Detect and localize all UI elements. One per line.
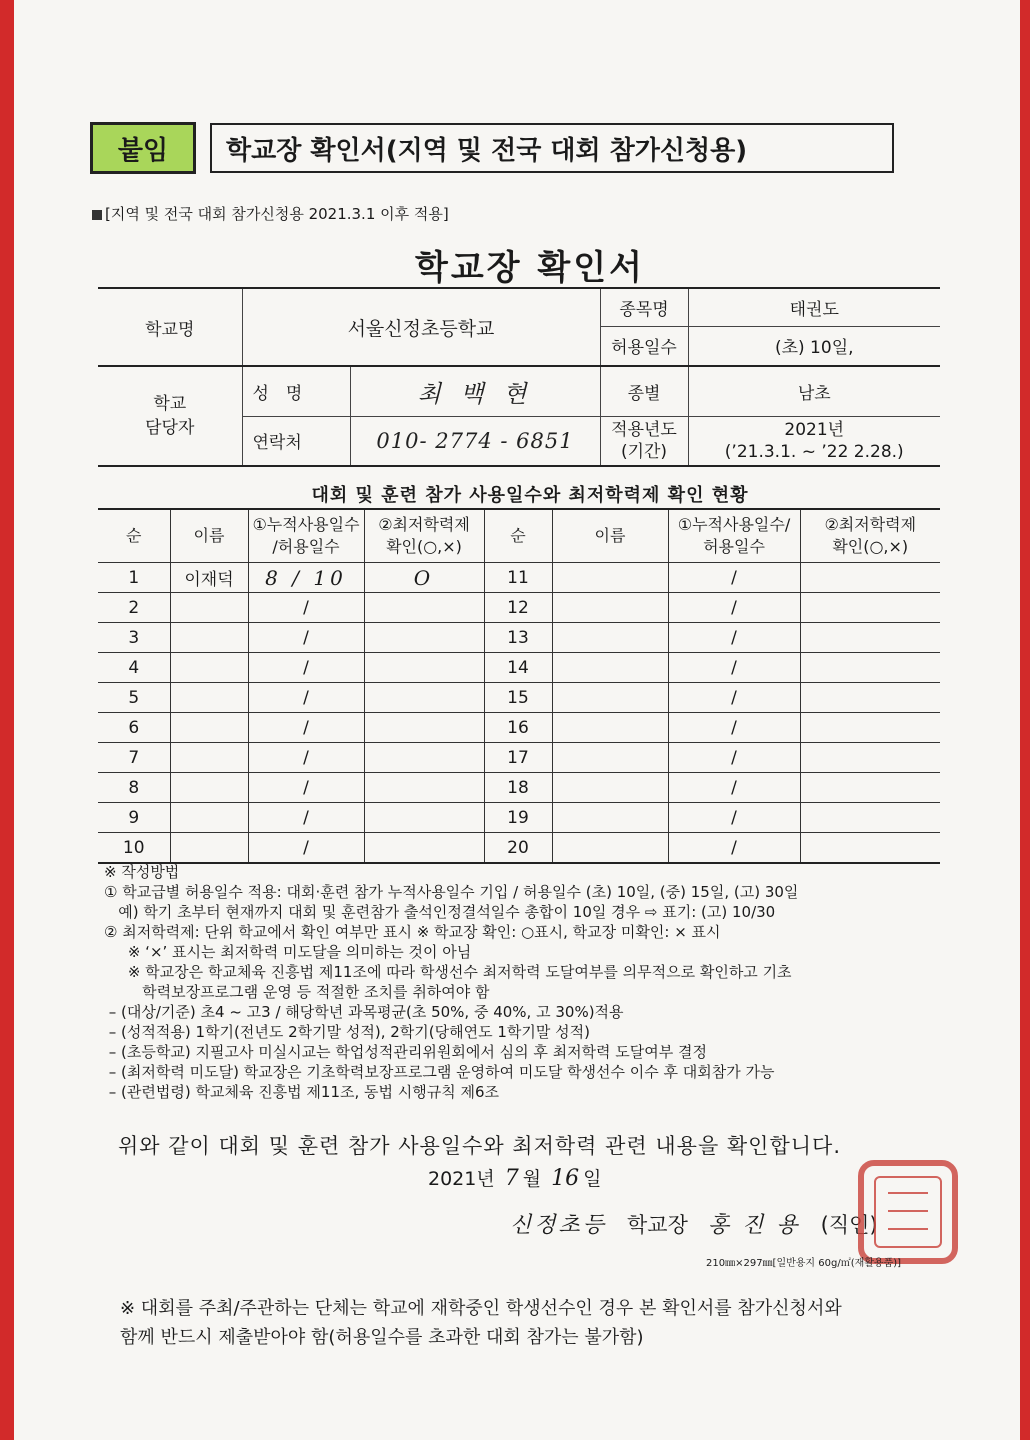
col-name: 이름 — [170, 509, 248, 563]
row-no: 2 — [98, 593, 170, 623]
seal-inner — [874, 1176, 942, 1248]
row-days: / — [248, 773, 364, 803]
category-label: 종별 — [600, 366, 688, 416]
col-no-right: 순 — [484, 509, 552, 563]
row-name — [170, 683, 248, 713]
row-check-right — [800, 563, 940, 593]
days-value: (초) 10일, — [688, 326, 940, 366]
row-name-right — [552, 653, 668, 683]
row-check — [364, 623, 484, 653]
row-no: 9 — [98, 803, 170, 833]
name-label: 성 명 — [242, 366, 350, 416]
table-row — [98, 563, 940, 593]
row-name: 이재덕 — [170, 563, 248, 593]
row-days: / — [248, 743, 364, 773]
col-no: 순 — [98, 509, 170, 563]
year-label: 적용년도 (기간) — [600, 416, 688, 466]
attachment-badge: 붙임 — [90, 122, 196, 174]
row-check-right — [800, 833, 940, 864]
row-days-right: / — [668, 773, 800, 803]
row-name-right — [552, 803, 668, 833]
row-name-right — [552, 743, 668, 773]
instruction-line: 예) 학기 초부터 현재까지 대회 및 훈련참가 출석인정결석일수 총합이 10일 경우 ⇨ 표기: (고) 10/30 — [104, 903, 776, 921]
row-days-right: / — [668, 593, 800, 623]
row-no-right: 18 — [484, 773, 552, 803]
manager-label: 학교 담당자 — [98, 366, 242, 466]
applicability-note-text: [지역 및 전국 대회 참가신청용 2021.3.1 이후 적용] — [105, 205, 449, 223]
row-name — [170, 623, 248, 653]
row-days: / — [248, 803, 364, 833]
row-name — [170, 743, 248, 773]
instruction-line: – (성적적용) 1학기(전년도 2학기말 성적), 2학기(당해연도 1학기말 성적) — [104, 1023, 590, 1041]
row-days: / — [248, 833, 364, 864]
row-days-right: / — [668, 653, 800, 683]
row-check-right — [800, 623, 940, 653]
confirmation-statement: 위와 같이 대회 및 훈련 참가 사용일수와 최저학력 관련 내용을 확인합니다. — [118, 1134, 842, 1158]
instructions — [104, 862, 984, 1102]
row-name-right — [552, 623, 668, 653]
participant-table — [98, 508, 940, 864]
row-check — [364, 713, 484, 743]
table-row — [98, 593, 940, 623]
paper-spec-note: 210㎜×297㎜[일반용지 60g/㎡(재활용품)] — [706, 1258, 902, 1269]
row-no-right: 16 — [484, 713, 552, 743]
year-cell — [688, 416, 940, 466]
date-day: 16 — [551, 1166, 580, 1191]
row-days: / — [248, 683, 364, 713]
date-month: 7 — [504, 1166, 519, 1191]
row-days-right: / — [668, 833, 800, 864]
row-check-right — [800, 593, 940, 623]
row-name-right — [552, 833, 668, 864]
participant-rows — [98, 563, 940, 864]
row-check: O — [364, 563, 484, 593]
row-check-right — [800, 803, 940, 833]
row-check — [364, 773, 484, 803]
col-name-right: 이름 — [552, 509, 668, 563]
principal-signature: 홍 진 용 — [707, 1213, 801, 1238]
sport-label: 종목명 — [600, 288, 688, 326]
row-no-right: 13 — [484, 623, 552, 653]
row-check-right — [800, 773, 940, 803]
category-value: 남초 — [688, 366, 940, 416]
official-seal-stamp — [858, 1160, 958, 1264]
row-check-right — [800, 743, 940, 773]
date-day-unit: 일 — [583, 1168, 602, 1190]
date-month-unit: 월 — [522, 1168, 542, 1190]
row-no: 10 — [98, 833, 170, 864]
row-days-right: / — [668, 743, 800, 773]
row-name — [170, 803, 248, 833]
row-name-right — [552, 593, 668, 623]
instruction-line: ② 최저학력제: 단위 학교에서 확인 여부만 표시 ※ 학교장 확인: ○표시, 학교장 미확인: × 표시 — [104, 923, 721, 941]
table-row — [98, 623, 940, 653]
row-name-right — [552, 713, 668, 743]
row-days: / — [248, 623, 364, 653]
instruction-line: ※ ‘×’ 표시는 최저학력 미도달을 의미하는 것이 아님 — [104, 943, 472, 961]
school-handwritten: 신정초등 — [510, 1213, 608, 1238]
table-row — [98, 773, 940, 803]
col-days-right: ①누적사용일수/ 허용일수 — [668, 509, 800, 563]
row-no-right: 14 — [484, 653, 552, 683]
square-bullet-icon — [92, 210, 102, 220]
row-check-right — [800, 653, 940, 683]
applicability-note — [92, 203, 449, 224]
page-edge-left — [0, 0, 14, 1440]
row-no: 7 — [98, 743, 170, 773]
table-row — [98, 743, 940, 773]
principal-role: 학교장 — [627, 1213, 688, 1237]
row-name — [170, 713, 248, 743]
table-row — [98, 653, 940, 683]
period-value: (’21.3.1. ~ ’22 2.28.) — [724, 441, 904, 462]
row-no: 4 — [98, 653, 170, 683]
row-check — [364, 683, 484, 713]
row-days-right: / — [668, 623, 800, 653]
row-days: / — [248, 653, 364, 683]
row-no-right: 19 — [484, 803, 552, 833]
row-no-right: 15 — [484, 683, 552, 713]
submission-note: ※ 대회를 주최/주관하는 단체는 학교에 재학중인 학생선수인 경우 본 확인서를 참가신청서와 함께 반드시 제출받아야 함(허용일수를 초과한 대회 참가는 불가함) — [120, 1298, 842, 1348]
document-page — [60, 0, 960, 1440]
row-no-right: 20 — [484, 833, 552, 864]
row-days-right: / — [668, 713, 800, 743]
row-no: 8 — [98, 773, 170, 803]
row-check — [364, 743, 484, 773]
row-name-right — [552, 683, 668, 713]
instruction-line: 학력보장프로그램 운영 등 적절한 조치를 취하여야 함 — [104, 983, 490, 1001]
row-name — [170, 773, 248, 803]
year-value: 2021년 — [784, 419, 845, 440]
row-days-right: / — [668, 803, 800, 833]
instruction-line: – (대상/기준) 초4 ~ 고3 / 해당학년 과목평균(초 50%, 중 40%, 고 30%)적용 — [104, 1003, 624, 1021]
instruction-line: – (관련법령) 학교체육 진흥법 제11조, 동법 시행규칙 제6조 — [104, 1083, 500, 1101]
attachment-title: 학교장 확인서(지역 및 전국 대회 참가신청용) — [210, 123, 894, 173]
col-check: ②최저학력제 확인(○,×) — [364, 509, 484, 563]
row-name — [170, 833, 248, 864]
row-check — [364, 803, 484, 833]
instruction-line: ① 학교급별 허용일수 적용: 대회·훈련 참가 누적사용일수 기입 / 허용일수 (초) 10일, (중) 15일, (고) 30일 — [104, 883, 799, 901]
principal-signature-line — [510, 1208, 878, 1239]
page-edge-right — [1020, 0, 1030, 1440]
signature-date — [428, 1164, 602, 1191]
days-label: 허용일수 — [600, 326, 688, 366]
manager-name: 최 백 현 — [350, 366, 600, 416]
col-days: ①누적사용일수 /허용일수 — [248, 509, 364, 563]
seal-label: (직인) — [820, 1213, 878, 1237]
instruction-line: – (초등학교) 지필고사 미실시교는 학업성적관리위원회에서 심의 후 최저학력 도달여부 결정 — [104, 1043, 708, 1061]
row-days: 8 / 10 — [248, 563, 364, 593]
row-check-right — [800, 683, 940, 713]
table-row — [98, 683, 940, 713]
contact-label: 연락처 — [242, 416, 350, 466]
school-label: 학교명 — [98, 288, 242, 366]
table-row — [98, 713, 940, 743]
sport-value: 태권도 — [688, 288, 940, 326]
contact-value: 010- 2774 - 6851 — [350, 416, 600, 466]
row-no-right: 17 — [484, 743, 552, 773]
row-name-right — [552, 563, 668, 593]
row-no-right: 12 — [484, 593, 552, 623]
row-no: 5 — [98, 683, 170, 713]
table-row — [98, 833, 940, 864]
row-days-right: / — [668, 563, 800, 593]
row-check — [364, 653, 484, 683]
row-no-right: 11 — [484, 563, 552, 593]
section-title: 대회 및 훈련 참가 사용일수와 최저학력제 확인 현황 — [311, 485, 749, 506]
col-check-right: ②최저학력제 확인(○,×) — [800, 509, 940, 563]
school-name: 서울신정초등학교 — [242, 288, 600, 366]
row-no: 3 — [98, 623, 170, 653]
row-days: / — [248, 713, 364, 743]
row-check-right — [800, 713, 940, 743]
row-no: 1 — [98, 563, 170, 593]
instruction-line: ※ 학교장은 학교체육 진흥법 제11조에 따라 학생선수 최저학력 도달여부를 의무적으로 확인하고 기초 — [104, 963, 792, 981]
table-row — [98, 803, 940, 833]
row-check — [364, 593, 484, 623]
row-name — [170, 593, 248, 623]
instruction-line: ※ 작성방법 — [104, 863, 180, 881]
row-days-right: / — [668, 683, 800, 713]
attachment-header — [90, 122, 894, 174]
row-no: 6 — [98, 713, 170, 743]
row-check — [364, 833, 484, 864]
row-name-right — [552, 773, 668, 803]
document-title: 학교장 확인서 — [415, 248, 645, 288]
instruction-line: – (최저학력 미도달) 학교장은 기초학력보장프로그램 운영하여 미도달 학생선수 이수 후 대회참가 가능 — [104, 1063, 775, 1081]
row-name — [170, 653, 248, 683]
date-year: 2021년 — [428, 1168, 495, 1190]
row-days: / — [248, 593, 364, 623]
school-info-table — [98, 287, 940, 467]
